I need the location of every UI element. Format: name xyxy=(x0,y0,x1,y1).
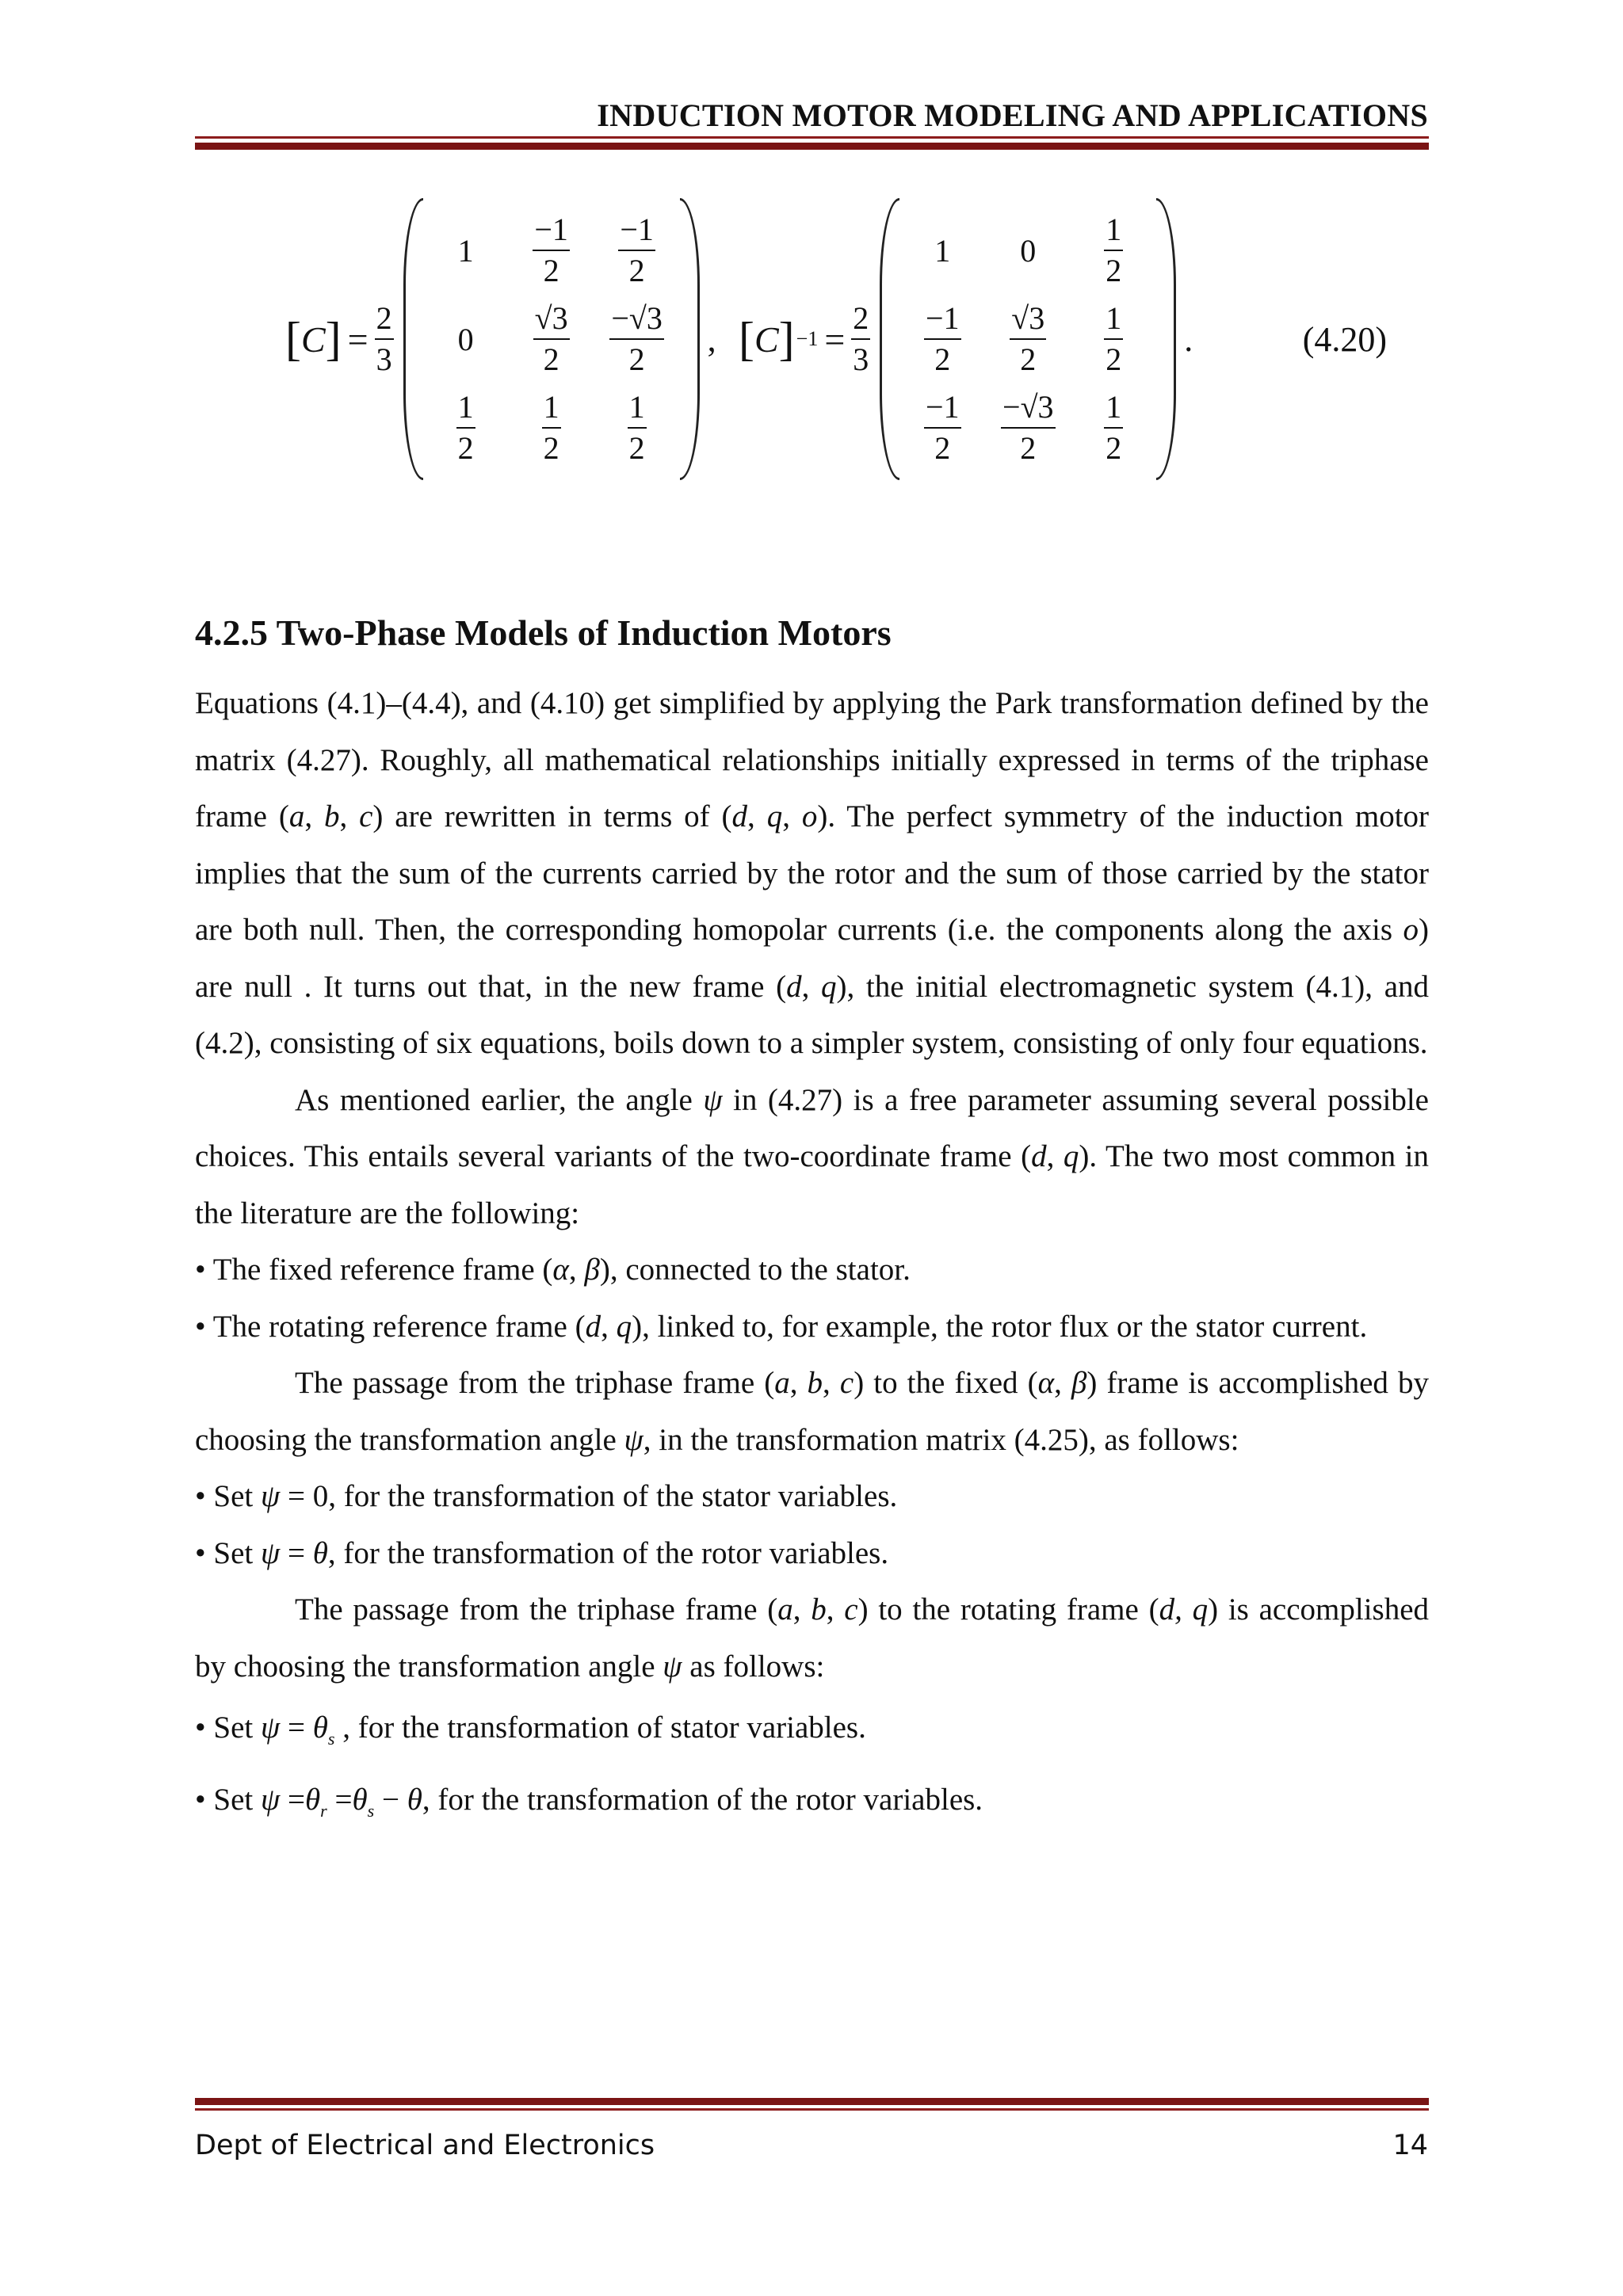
matrix-c-inverse-grid xyxy=(899,206,1156,472)
matrix-c-inverse-cell-0-2: $\frac{1}{2}$ xyxy=(1106,212,1122,288)
matrix-c-inverse-cell-1-1: $\frac{√3}{2}$ xyxy=(1011,300,1045,377)
matrix-c-equation xyxy=(285,196,716,482)
matrix-c-grid xyxy=(423,206,680,472)
equation-4-20 xyxy=(285,196,1434,482)
matrix-c-cell-2-1: $\frac{1}{2}$ xyxy=(543,389,559,466)
inverse-superscript: −1 xyxy=(796,327,819,350)
matrix-c-inverse-cell-1-2: $\frac{1}{2}$ xyxy=(1106,300,1122,377)
matrix-c-cell-0-2: $\frac{-1}{2}$ xyxy=(620,212,654,288)
matrix-c-inverse-cell-1-0: $\frac{-1}{2}$ xyxy=(926,300,960,377)
footer-rule-thick xyxy=(195,2098,1429,2105)
matrix-c-scalar: $\frac{2}{3}$ xyxy=(376,300,392,377)
matrix-c-inverse-lhs: [ C ] −1 = $\frac{2}{3}$ xyxy=(739,300,869,377)
matrix-c-inverse-body xyxy=(880,198,1176,480)
matrix-c-cell-0-0: 1 xyxy=(457,232,474,269)
matrix-c-cell-2-2: $\frac{1}{2}$ xyxy=(628,389,645,466)
matrix-c-inverse-cell-2-1: $\frac{-√3}{2}$ xyxy=(1002,389,1054,466)
paragraph-0: Equations (4.1)–(4.4), and (4.10) get simplified by applying the Park transformation defined by the matrix (4.27). Roughly, all mathematical relationships initially expressed in terms of the triphase frame (a, b, c) are rewritten in terms of (d, q, o). The perfect symmetry of the induction motor implies that the sum of the currents carried by the rotor and the sum of those carried by the stator are both null. Then, the corresponding homopolar currents (i.e. the components along the axis o) are null . It turns out that, in the new frame (d, q), the initial electromagnetic system (4.1), and (4.2), consisting of six equations, boils down to a simpler system, consisting of only four equations. xyxy=(195,686,1430,1060)
matrix-c-cell-1-2: $\frac{-√3}{2}$ xyxy=(611,300,663,377)
matrix-c-inverse-cell-0-1: 0 xyxy=(1020,232,1037,269)
paragraph-6: • Set ψ = θ, for the transformation of the rotor variables. xyxy=(195,1535,889,1570)
matrix-c-cell-2-0: $\frac{1}{2}$ xyxy=(457,389,474,466)
paragraph-4: The passage from the triphase frame (a, b, c) to the fixed (α, β) frame is accomplished by choosing the transformation angle ψ, in the transformation matrix (4.25), as follows: xyxy=(195,1366,1430,1457)
paragraph-8: • Set $\psi = \theta_s$ , for the transformation of stator variables. xyxy=(195,1711,866,1749)
paragraph-1: As mentioned earlier, the angle ψ in (4.27) is a free parameter assuming several possible choices. This entails several variants of the two-coordinate frame (d, q). The two most common in the literature are the following: xyxy=(195,1082,1430,1230)
paragraph-7: The passage from the triphase frame (a, b, c) to the rotating frame (d, q) is accomplished by choosing the transformation angle ψ as follows: xyxy=(195,1592,1430,1684)
section-heading: 4.2.5 Two-Phase Models of Induction Motors xyxy=(195,612,892,653)
matrix-c-body xyxy=(403,198,700,480)
footer-rule-thin xyxy=(195,2108,1429,2111)
matrix-c-punct: , xyxy=(707,319,716,359)
matrix-c-inverse-symbol: C xyxy=(754,318,779,360)
paragraph-5: • Set ψ = 0, for the transformation of the stator variables. xyxy=(195,1479,898,1513)
matrix-c-lhs: [ C ] = $\frac{2}{3}$ xyxy=(285,300,392,377)
matrix-c-cell-1-0: 0 xyxy=(457,321,474,357)
running-header: INDUCTION MOTOR MODELING AND APPLICATIONS xyxy=(597,97,1428,133)
matrix-c-inverse-cell-2-0: $\frac{-1}{2}$ xyxy=(926,389,960,466)
footer-department: Dept of Electrical and Electronics xyxy=(195,2130,655,2161)
equation-number: (4.20) xyxy=(1302,320,1387,359)
body-text xyxy=(195,675,1429,1840)
paragraph-2: • The fixed reference frame (α, β), connected to the stator. xyxy=(195,1253,911,1287)
matrix-c-cell-0-1: $\frac{-1}{2}$ xyxy=(534,212,568,288)
matrix-c-inverse-equation xyxy=(739,196,1193,482)
matrix-c-inverse-cell-0-0: 1 xyxy=(934,232,951,269)
header-rule-thin xyxy=(195,136,1429,139)
matrix-c-cell-1-1: $\frac{√3}{2}$ xyxy=(534,300,568,377)
paragraph-9: • Set $\psi =\theta_r =\theta_s - \theta$, for the transformation of the rotor variables. xyxy=(195,1783,983,1821)
header-rule-thick xyxy=(195,143,1429,150)
matrix-c-inverse-punct: . xyxy=(1184,319,1193,359)
matrix-c-inverse-scalar: $\frac{2}{3}$ xyxy=(853,300,869,377)
matrix-c-symbol: C xyxy=(300,318,326,360)
paragraph-3: • The rotating reference frame (d, q), linked to, for example, the rotor flux or the stator current. xyxy=(195,1309,1368,1344)
matrix-c-inverse-cell-2-2: $\frac{1}{2}$ xyxy=(1106,389,1122,466)
page-number: 14 xyxy=(1392,2130,1428,2161)
